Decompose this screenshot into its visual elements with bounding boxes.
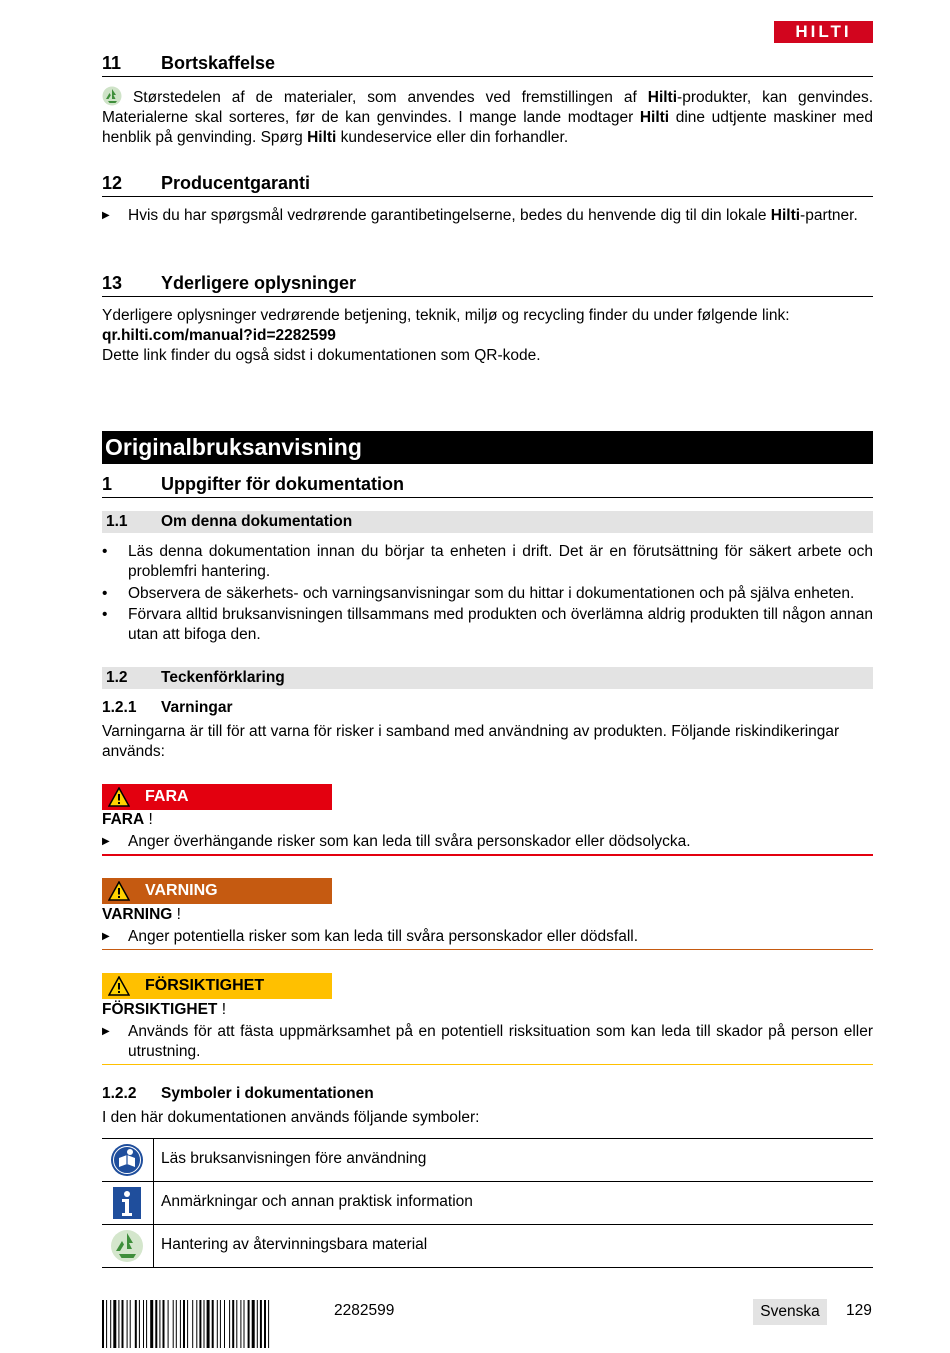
symbols-intro: I den här dokumentationen används följande symboler: [102, 1109, 480, 1126]
danger-divider [102, 854, 873, 856]
info-icon [110, 1186, 144, 1220]
section-heading-11: 11 Bortskaffelse [102, 52, 873, 77]
section-heading-1: 1 Uppgifter för dokumentation [102, 473, 873, 498]
warning-triangle-icon [108, 976, 130, 996]
caution-divider [102, 1064, 873, 1065]
caution-description: ▶ Används för att fästa uppmärksamhet på en potentiell risksituation som kan leda till skador på person eller utrustning. [102, 1023, 873, 1060]
page-number: 129 [846, 1302, 872, 1319]
section-heading-1-2-1: 1.2.1 Varningar [102, 699, 233, 716]
warning-divider [102, 949, 873, 950]
section-heading-13: 13 Yderligere oplysninger [102, 272, 873, 297]
table-row: Läs bruksanvisningen före användning [102, 1139, 873, 1182]
section-heading-1-1: 1.1 Om denna dokumentation [102, 511, 873, 533]
document-number: 2282599 [334, 1302, 395, 1319]
list-item: • Läs denna dokumentation innan du börjar ta enheten i drift. Det är en förutsättning för säkert arbete och problemfri hantering. [102, 543, 873, 580]
warning-triangle-icon [108, 787, 130, 807]
caution-signal-word: FÖRSIKTIGHET ! [102, 1001, 227, 1018]
danger-signal-word: FARA ! [102, 811, 153, 828]
manual-link[interactable]: qr.hilti.com/manual?id=2282599 [102, 327, 336, 344]
warranty-item: ▶ Hvis du har spørgsmål vedrørende garantibetingelserne, bedes du henvende dig til din lokale Hilti-partner. [102, 207, 858, 224]
section-heading-1-2: 1.2 Teckenförklaring [102, 667, 873, 689]
disposal-paragraph: Størstedelen af de materialer, som anvendes ved fremstillingen af Hilti-produkter, kan genvindes. Materialerne skal sorteres, før de kan genvindes. I mange lande modtager Hilti dine udtjente maskiner med henblik på genvinding. Spørg Hilti kundeservice eller din forhandler. [102, 86, 873, 148]
symbols-table [102, 1138, 873, 1268]
table-row: Hantering av återvinningsbara material [102, 1225, 873, 1268]
more-info-paragraph: Yderligere oplysninger vedrørende betjening, teknik, miljø og recycling finder du under følgende link: qr.hilti.com/manual?id=2282599 Dette link finder du også sidst i dokumentationen som QR-kode. [102, 307, 790, 364]
warning-triangle-icon [108, 881, 130, 901]
danger-description: ▶ Anger överhängande risker som kan leda till svåra personskador eller dödsolycka. [102, 833, 691, 850]
table-row: Anmärkningar och annan praktisk information [102, 1182, 873, 1225]
barcode [102, 1300, 315, 1348]
language-banner: Originalbruksanvisning [102, 431, 873, 464]
list-item: • Förvara alltid bruksanvisningen tillsammans med produkten och överlämna aldrig produkten till någon annan utan att bifoga den. [102, 606, 873, 643]
danger-signal-box: FARA [102, 784, 332, 810]
caution-signal-box: FÖRSIKTIGHET [102, 973, 332, 999]
warning-signal-box: VARNING [102, 878, 332, 904]
warning-signal-word: VARNING ! [102, 906, 181, 923]
hilti-logo: HILTI [774, 21, 873, 43]
recycle-icon [110, 1229, 144, 1263]
warning-description: ▶ Anger potentiella risker som kan leda till svåra personskador eller dödsfall. [102, 928, 639, 945]
section-heading-1-2-2: 1.2.2 Symboler i dokumentationen [102, 1085, 374, 1102]
warnings-intro: Varningarna är till för att varna för risker i samband med användning av produkten. Följande riskindikeringar används: [102, 723, 840, 760]
section-heading-12: 12 Producentgaranti [102, 172, 873, 197]
triangle-bullet-icon: ▶ [102, 210, 110, 221]
language-label: Svenska [753, 1299, 827, 1325]
recycle-icon [102, 86, 122, 106]
list-item: • Observera de säkerhets- och varningsanvisningar som du hittar i dokumentationen och på själva enheten. [102, 585, 855, 602]
read-manual-icon [110, 1143, 144, 1177]
